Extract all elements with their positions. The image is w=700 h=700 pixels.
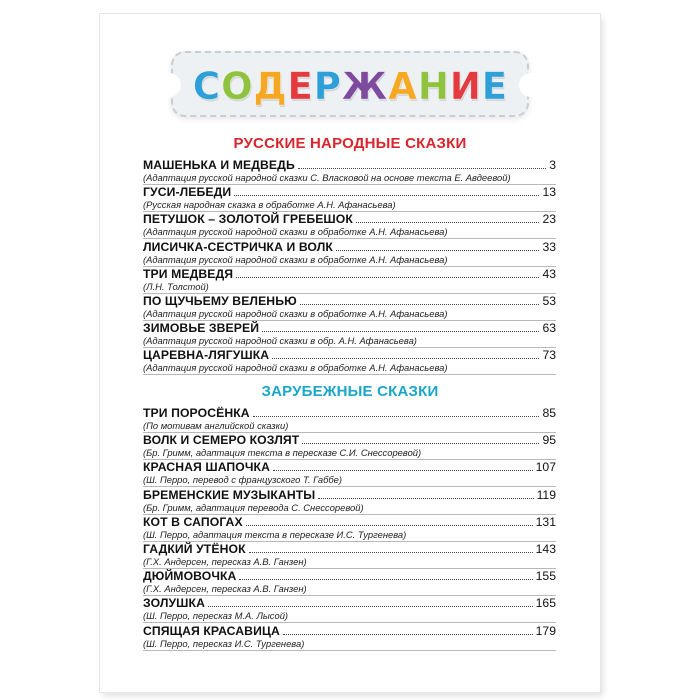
- title-letter: Е: [481, 64, 508, 108]
- toc-entry-page-number: 165: [535, 596, 556, 611]
- toc-entry-title: СПЯЩАЯ КРАСАВИЦА: [143, 623, 280, 638]
- title-letter: О: [221, 64, 253, 108]
- toc-entry-page-number: 23: [542, 212, 556, 227]
- toc-entry: [143, 211, 556, 238]
- title-letter: Н: [417, 64, 449, 108]
- toc-entry-line: [143, 157, 556, 172]
- toc-entry-page-number: 107: [535, 460, 556, 475]
- toc-entry-note: (Бр. Гримм, адаптация перевода С. Снессоревой): [143, 501, 364, 513]
- toc-entry: [143, 266, 556, 293]
- toc-entry-page-number: 131: [535, 514, 556, 529]
- title-letter: С: [192, 64, 221, 108]
- toc-entry-title: МАШЕНЬКА И МЕДВЕДЬ: [143, 158, 295, 172]
- toc-entry-page-number: 85: [542, 406, 556, 420]
- toc-entry-note: (Адаптация русской народной сказки в обработке А.Н. Афанасьева): [143, 362, 448, 374]
- dot-leader: [234, 195, 539, 196]
- toc-entry-line: [143, 405, 556, 420]
- toc-entry-title: ГАДКИЙ УТЁНОК: [143, 541, 246, 556]
- section-title-russian: РУССКИЕ НАРОДНЫЕ СКАЗКИ: [233, 135, 467, 152]
- title-letter: Е: [287, 64, 313, 108]
- dot-leader: [273, 470, 533, 471]
- toc-entry-title: ГУСИ-ЛЕБЕДИ: [143, 185, 232, 200]
- title-letter: И: [449, 64, 481, 108]
- toc-entry-page-number: 53: [542, 293, 556, 308]
- title-letter: Д: [253, 64, 287, 108]
- toc-entry-title: ЛИСИЧКА-СЕСТРИЧКА И ВОЛК: [143, 239, 333, 254]
- toc-entry-note: (Ш. Перро, пересказ И.С. Тургенева): [143, 637, 305, 649]
- dot-leader: [356, 222, 540, 223]
- toc-entry-title: ТРИ ПОРОСЁНКА: [143, 406, 250, 420]
- toc-entry-line: [143, 541, 556, 556]
- entry-divider: [143, 650, 556, 651]
- toc-entry: [143, 568, 556, 595]
- toc-entry-note: (Ш. Перро, перевод с французского Т. Габбе): [143, 474, 342, 486]
- toc-entry-title: БРЕМЕНСКИЕ МУЗЫКАНТЫ: [143, 487, 316, 502]
- toc-entry-page-number: 73: [542, 348, 556, 363]
- toc-entry-title: ЗИМОВЬЕ ЗВЕРЕЙ: [143, 321, 260, 336]
- toc-entry: [143, 239, 556, 266]
- toc-entry-title: ДЮЙМОВОЧКА: [143, 569, 237, 584]
- toc-entry-note: (Бр. Гримм, адаптация текста в пересказе С.И. Снессоревой): [143, 447, 422, 459]
- toc-entry-page-number: 95: [542, 433, 556, 448]
- toc-entry-page-number: 119: [536, 487, 556, 502]
- title-banner: [171, 51, 529, 117]
- toc-entry-page-number: 33: [542, 239, 556, 254]
- toc-entry-note: (Адаптация русской народной сказки в обработке А.Н. Афанасьева): [143, 307, 448, 319]
- dot-leader: [283, 634, 533, 635]
- toc-entry-note: (Русская народная сказка в обработке А.Н. Афанасьева): [143, 199, 396, 211]
- title-letter: Ж: [341, 64, 388, 108]
- toc-entry-line: [143, 184, 556, 199]
- toc-entry: [143, 487, 556, 514]
- toc-entry-title: ПЕТУШОК – ЗОЛОТОЙ ГРЕБЕШОК: [143, 212, 353, 227]
- toc-entry-note: (Г.Х. Андерсен, пересказ А.В. Ганзен): [143, 583, 307, 595]
- toc-entry: [143, 459, 556, 486]
- toc-entry-line: [143, 266, 556, 281]
- toc-entry-title: ТРИ МЕДВЕДЯ: [143, 266, 234, 281]
- toc-entry-page-number: 43: [542, 266, 556, 281]
- dot-leader: [318, 498, 533, 499]
- toc-entry-title: ПО ЩУЧЬЕМУ ВЕЛЕНЬЮ: [143, 293, 297, 308]
- toc-entry: [143, 405, 556, 432]
- toc-entry-note: (По мотивам английской сказки): [143, 420, 289, 431]
- dot-leader: [298, 168, 546, 169]
- toc-entry-note: (Адаптация русской народной сказки С. Власковой на основе текста Е. Авдеевой): [143, 172, 511, 183]
- toc-entry-note: (Л.Н. Толстой): [143, 280, 209, 292]
- toc-entry-line: [143, 432, 556, 447]
- toc-entry-line: [143, 487, 556, 502]
- toc-entry: [143, 293, 556, 320]
- toc-entry-title: ВОЛК И СЕМЕРО КОЗЛЯТ: [143, 433, 300, 448]
- dot-leader: [336, 250, 540, 251]
- toc-entry: [143, 623, 556, 650]
- toc-entry-note: (Ш. Перро, адаптация текста в пересказе И.С. Тургенева): [143, 528, 407, 540]
- toc-entry: [143, 320, 556, 347]
- toc-entry-page-number: 63: [542, 321, 556, 336]
- toc-entry-line: [143, 459, 556, 474]
- toc-entry-line: [143, 623, 556, 638]
- section-title-foreign: ЗАРУБЕЖНЫЕ СКАЗКИ: [261, 383, 439, 400]
- toc-entry-line: [143, 239, 556, 254]
- dot-leader: [272, 358, 539, 359]
- toc-entry-line: [143, 568, 556, 583]
- toc-entry-line: [143, 320, 556, 335]
- toc-entry-title: КОТ В САПОГАХ: [143, 514, 243, 529]
- dot-leader: [300, 304, 540, 305]
- toc-entry-note: (Г.Х. Андерсен, пересказ А.В. Ганзен): [143, 555, 307, 567]
- toc-entry-note: (Ш. Перро, пересказ М.А. Лысой): [143, 610, 289, 622]
- dot-leader: [302, 443, 539, 444]
- toc-entry: [143, 347, 556, 374]
- toc-entry: [143, 514, 556, 541]
- toc-entry-line: [143, 211, 556, 226]
- toc-entry-title: ЦАРЕВНА-ЛЯГУШКА: [143, 348, 270, 363]
- toc-entry: [143, 595, 556, 622]
- dot-leader: [239, 579, 532, 580]
- dot-leader: [246, 525, 533, 526]
- entry-divider: [143, 374, 556, 375]
- title-letter: А: [388, 64, 417, 108]
- dot-leader: [262, 331, 539, 332]
- toc-entry-page-number: 179: [535, 623, 556, 638]
- toc-entry: [143, 432, 556, 459]
- toc-entry-line: [143, 347, 556, 362]
- toc-entry: [143, 541, 556, 568]
- toc-entry-page-number: 13: [542, 185, 556, 200]
- toc-entry-page-number: 155: [535, 569, 556, 584]
- book-page: [100, 14, 600, 692]
- toc-entry: [143, 157, 556, 184]
- toc-entry-title: ЗОЛУШКА: [143, 596, 205, 611]
- toc-entry-note: (Адаптация русской народной сказки в обработке А.Н. Афанасьева): [143, 226, 448, 238]
- toc-entry-note: (Адаптация русской народной сказки в обработке А.Н. Афанасьева): [143, 253, 448, 265]
- dot-leader: [249, 552, 533, 553]
- toc-entry-page-number: 143: [535, 541, 556, 556]
- toc-entry-note: (Адаптация русской народной сказки в обр. А.Н. Афанасьева): [143, 335, 417, 347]
- toc-entry-title: КРАСНАЯ ШАПОЧКА: [143, 460, 270, 475]
- toc-entry-line: [143, 595, 556, 610]
- dot-leader: [208, 606, 533, 607]
- contents-title: [173, 58, 527, 114]
- toc-list-foreign: [143, 405, 556, 650]
- toc-entry: [143, 184, 556, 211]
- toc-entry-page-number: 3: [549, 158, 556, 172]
- title-letter: Р: [313, 64, 341, 108]
- toc-entry-line: [143, 514, 556, 529]
- toc-entry-line: [143, 293, 556, 308]
- toc-list-russian: [143, 157, 556, 375]
- dot-leader: [236, 277, 539, 278]
- dot-leader: [253, 416, 540, 417]
